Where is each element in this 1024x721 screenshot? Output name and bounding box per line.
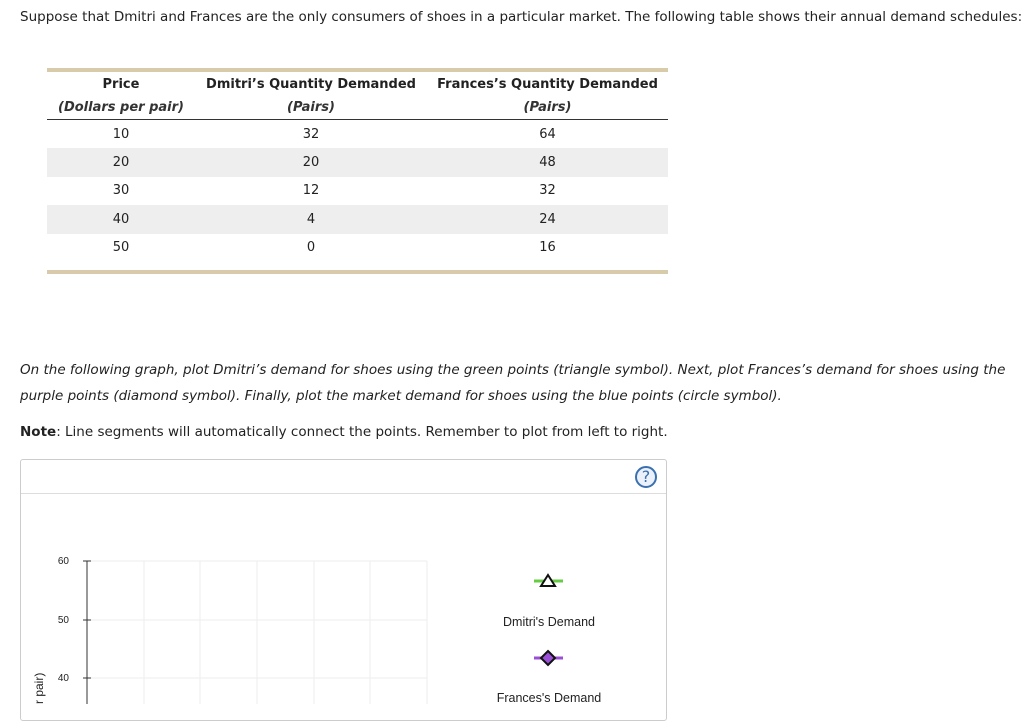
dmitri-cell: 0 (306, 240, 316, 256)
y-axis-label: r pair) (32, 672, 46, 704)
subheader-frances: (Pairs) (523, 100, 572, 115)
header-price: Price (102, 76, 140, 92)
price-cell: 50 (112, 240, 130, 256)
header-frances: Frances’s Quantity Demanded (437, 76, 658, 92)
note-body: : Line segments will automatically connect the points. Remember to plot from left to right. (56, 424, 668, 440)
legend-dmitri-label: Dmitri's Demand (503, 615, 595, 629)
dmitri-cell: 20 (195, 148, 427, 176)
frances-cell: 16 (539, 240, 556, 256)
y-tick-label: 60 (57, 556, 69, 567)
y-tick-label: 40 (57, 673, 69, 684)
header-dmitri: Dmitri’s Quantity Demanded (206, 76, 416, 92)
price-cell: 40 (47, 205, 195, 233)
graph-instructions: On the following graph, plot Dmitri’s demand for shoes using the green points (triangle symbol). Next, plot Frances’s demand for shoes using the purple points (diamond symbol). Finally, plot the market demand for shoes using the blue points (circle symbol). (20, 362, 1006, 404)
plot-grid (87, 561, 427, 704)
dmitri-cell: 12 (302, 183, 320, 199)
frances-cell: 24 (427, 205, 668, 233)
note-label: Note (20, 424, 57, 440)
subheader-dmitri: (Pairs) (287, 100, 335, 115)
price-cell: 10 (112, 126, 130, 142)
legend-frances[interactable] (497, 651, 602, 704)
legend-frances-label: Frances's Demand (496, 691, 602, 704)
price-cell: 30 (112, 183, 130, 199)
intro-text: Suppose that Dmitri and Frances are the only consumers of shoes in a particular market. The following table shows their annual demand schedules: (20, 9, 1023, 25)
diamond-icon[interactable] (541, 651, 555, 665)
help-icon[interactable]: ? (635, 466, 657, 488)
y-tick-label: 50 (57, 615, 69, 626)
dmitri-cell: 4 (195, 205, 427, 233)
subheader-price: (Dollars per pair) (58, 100, 184, 115)
legend-dmitri[interactable] (503, 575, 595, 629)
frances-cell: 32 (539, 183, 556, 199)
frances-cell: 64 (539, 126, 556, 142)
dmitri-cell: 32 (302, 126, 320, 142)
frances-cell: 48 (427, 148, 668, 176)
price-cell: 20 (47, 148, 195, 176)
